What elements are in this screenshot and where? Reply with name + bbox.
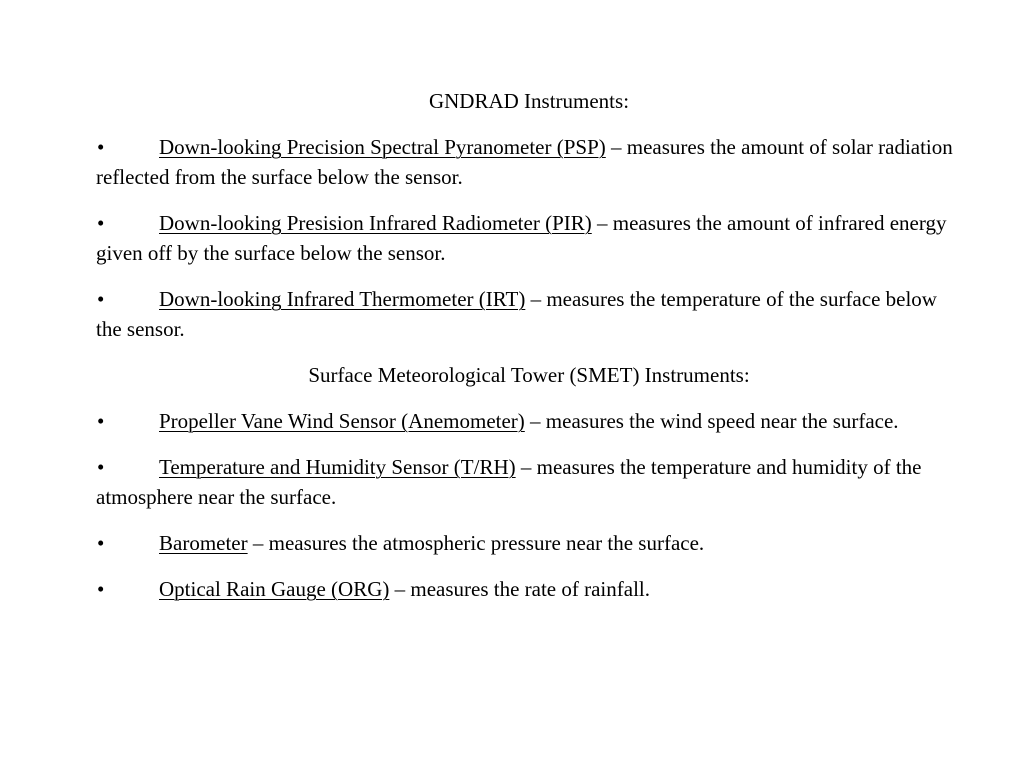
- instrument-term: Optical Rain Gauge (ORG): [159, 577, 390, 601]
- instrument-description: – measures the temperature of the surface below the sensor.: [96, 287, 937, 341]
- list-item-trh: [96, 452, 962, 512]
- instrument-description: – measures the amount of infrared energy given off by the surface below the sensor.: [96, 211, 947, 265]
- bullet-icon: •: [97, 135, 105, 159]
- instrument-term: Barometer: [159, 531, 248, 555]
- section-gndrad: [96, 86, 962, 344]
- bullet-icon: •: [97, 287, 105, 311]
- instrument-description: – measures the rate of rainfall.: [389, 577, 650, 601]
- list-item-pir: [96, 208, 962, 268]
- instrument-description: – measures the temperature and humidity of the atmosphere near the surface.: [96, 455, 922, 509]
- bullet-icon: •: [97, 455, 105, 479]
- list-item-anemometer: [96, 406, 962, 436]
- bullet-icon: •: [97, 211, 105, 235]
- section-smet: [96, 360, 962, 604]
- instrument-term: Down-looking Precision Spectral Pyranometer (PSP): [159, 135, 606, 159]
- instrument-term: Down-looking Infrared Thermometer (IRT): [159, 287, 526, 311]
- slide-content: [96, 86, 962, 620]
- bullet-icon: •: [97, 409, 105, 433]
- list-item-barometer: [96, 528, 962, 558]
- bullet-icon: •: [97, 577, 105, 601]
- list-item-irt: [96, 284, 962, 344]
- section-heading: GNDRAD Instruments:: [428, 89, 630, 113]
- bullet-icon: •: [97, 531, 105, 555]
- section-heading: Surface Meteorological Tower (SMET) Instruments:: [308, 363, 750, 387]
- instrument-description: – measures the atmospheric pressure near the surface.: [247, 531, 705, 555]
- instrument-term: Down-looking Presision Infrared Radiometer (PIR): [159, 211, 592, 235]
- instrument-description: – measures the wind speed near the surface.: [524, 409, 899, 433]
- instrument-description: – measures the amount of solar radiation reflected from the surface below the sensor.: [96, 135, 953, 189]
- instrument-term: Propeller Vane Wind Sensor (Anemometer): [159, 409, 525, 433]
- list-item-org: [96, 574, 962, 604]
- list-item-psp: [96, 132, 962, 192]
- instrument-term: Temperature and Humidity Sensor (T/RH): [159, 455, 516, 479]
